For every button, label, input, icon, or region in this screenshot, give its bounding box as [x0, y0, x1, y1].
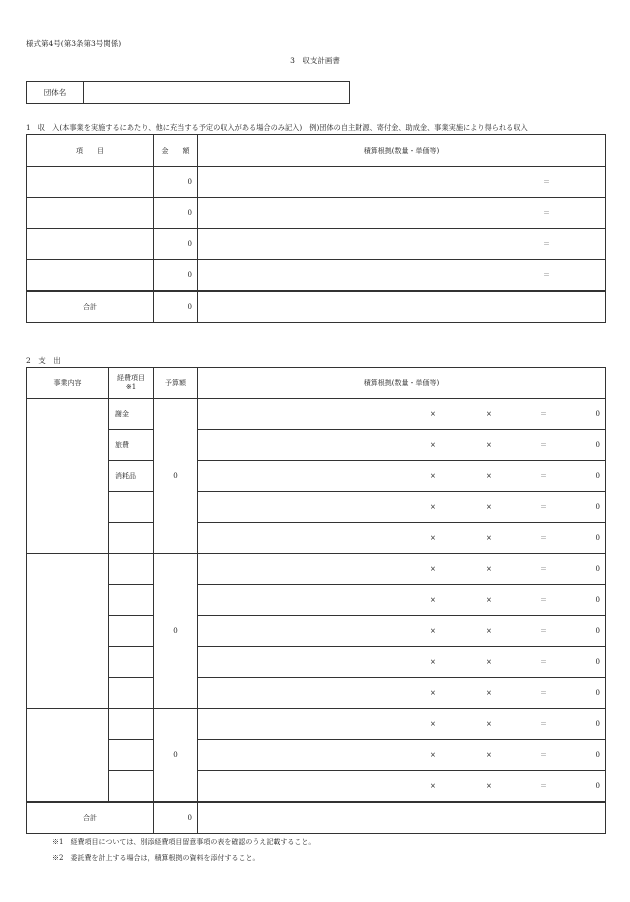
income-total-basis — [198, 291, 606, 323]
times-sign: × — [486, 534, 492, 542]
expense-basis-content — [198, 647, 605, 677]
income-amount-cell[interactable]: 0 — [154, 260, 198, 292]
equals-sign: ＝ — [540, 503, 547, 511]
equals-sign: ＝ — [543, 240, 550, 248]
line-total-value: 0 — [595, 782, 600, 790]
times-sign: × — [486, 410, 492, 418]
expense-row — [27, 461, 606, 492]
expense-basis-cell[interactable] — [198, 523, 606, 554]
equals-sign: ＝ — [543, 209, 550, 217]
times-sign: × — [430, 410, 436, 418]
note-1: ※1 経費項目については、別添経費項目留意事項の表を確認のうえ記載すること。 — [52, 838, 316, 846]
expense-row — [27, 616, 606, 647]
expense-category-cell[interactable] — [109, 554, 154, 585]
expense-basis-cell[interactable] — [198, 461, 606, 492]
expense-category-cell[interactable] — [109, 585, 154, 616]
income-basis-cell[interactable] — [198, 260, 606, 292]
equals-sign: ＝ — [540, 596, 547, 604]
expense-basis-content — [198, 554, 605, 584]
expense-basis-cell[interactable] — [198, 771, 606, 803]
times-sign: × — [430, 689, 436, 697]
page-title: 3 収支計画書 — [290, 56, 340, 65]
expense-row — [27, 771, 606, 803]
income-amount-cell[interactable]: 0 — [154, 229, 198, 260]
expense-basis-content — [198, 523, 605, 553]
line-total-value: 0 — [595, 689, 600, 697]
income-table — [26, 134, 606, 323]
income-basis-cell[interactable] — [198, 198, 606, 229]
income-total-label: 合計 — [27, 291, 154, 323]
expense-content-cell[interactable] — [27, 399, 109, 554]
equals-sign: ＝ — [540, 441, 547, 449]
expense-content-cell[interactable] — [27, 709, 109, 803]
expense-total-label: 合計 — [27, 802, 154, 834]
times-sign: × — [486, 689, 492, 697]
line-total-value: 0 — [595, 596, 600, 604]
income-basis-content — [198, 260, 605, 290]
note-2: ※2 委託費を計上する場合は，積算根拠の資料を添付すること。 — [52, 854, 260, 862]
equals-sign: ＝ — [543, 271, 550, 279]
times-sign: × — [430, 596, 436, 604]
times-sign: × — [430, 720, 436, 728]
expense-category-cell[interactable]: 旅費 — [109, 430, 154, 461]
income-section-heading: 1 収 入(本事業を実施するにあたり、他に充当する予定の収入がある場合のみ記入) 例)団体の自主財源、寄付金、助成金、事業実施により得られる収入 — [26, 123, 528, 132]
expense-category-cell[interactable]: 謝金 — [109, 399, 154, 430]
equals-sign: ＝ — [540, 658, 547, 666]
income-basis-content — [198, 198, 605, 228]
line-total-value: 0 — [595, 503, 600, 511]
expense-basis-cell[interactable] — [198, 430, 606, 461]
expense-category-cell[interactable] — [109, 647, 154, 678]
income-item-cell[interactable] — [27, 260, 154, 292]
income-basis-cell[interactable] — [198, 229, 606, 260]
times-sign: × — [430, 472, 436, 480]
expense-basis-cell[interactable] — [198, 647, 606, 678]
times-sign: × — [486, 565, 492, 573]
income-row — [27, 198, 606, 229]
expense-row — [27, 523, 606, 554]
times-sign: × — [486, 782, 492, 790]
equals-sign: ＝ — [540, 689, 547, 697]
expense-category-cell[interactable] — [109, 523, 154, 554]
expense-basis-cell[interactable] — [198, 740, 606, 771]
equals-sign: ＝ — [540, 534, 547, 542]
organization-name-field[interactable] — [84, 82, 349, 103]
times-sign: × — [486, 503, 492, 511]
expense-budget-cell[interactable]: 0 — [154, 399, 198, 554]
form-number: 様式第4号(第3条第3号関係) — [26, 39, 122, 48]
expense-header-basis: 積算根拠(数量・単価等) — [198, 368, 606, 399]
income-header-item: 項 目 — [27, 135, 154, 167]
income-basis-content — [198, 229, 605, 259]
line-total-value: 0 — [595, 565, 600, 573]
equals-sign: ＝ — [540, 565, 547, 573]
income-total-amount: 0 — [154, 291, 198, 323]
line-total-value: 0 — [595, 720, 600, 728]
times-sign: × — [486, 658, 492, 666]
expense-category-cell[interactable] — [109, 740, 154, 771]
times-sign: × — [486, 751, 492, 759]
times-sign: × — [430, 565, 436, 573]
times-sign: × — [486, 441, 492, 449]
income-header-amount: 金 額 — [154, 135, 198, 167]
expense-category-cell[interactable]: 消耗品 — [109, 461, 154, 492]
expense-basis-cell[interactable] — [198, 678, 606, 709]
expense-basis-cell[interactable] — [198, 554, 606, 585]
income-amount-cell[interactable]: 0 — [154, 167, 198, 198]
times-sign: × — [430, 751, 436, 759]
line-total-value: 0 — [595, 441, 600, 449]
expense-total-row — [27, 802, 606, 834]
equals-sign: ＝ — [540, 472, 547, 480]
times-sign: × — [430, 627, 436, 635]
expense-header-budget: 予算額 — [154, 368, 198, 399]
line-total-value: 0 — [595, 658, 600, 666]
income-row — [27, 260, 606, 292]
income-row — [27, 229, 606, 260]
expense-row — [27, 399, 606, 430]
expense-category-cell[interactable] — [109, 709, 154, 740]
equals-sign: ＝ — [540, 627, 547, 635]
equals-sign: ＝ — [540, 751, 547, 759]
expense-basis-content — [198, 616, 605, 646]
times-sign: × — [430, 441, 436, 449]
income-total-row — [27, 291, 606, 323]
times-sign: × — [430, 782, 436, 790]
expense-basis-content — [198, 399, 605, 429]
times-sign: × — [486, 627, 492, 635]
expense-header-category: 経費項目 ※1 — [109, 368, 154, 399]
times-sign: × — [430, 503, 436, 511]
times-sign: × — [486, 596, 492, 604]
expense-basis-content — [198, 678, 605, 708]
line-total-value: 0 — [595, 751, 600, 759]
equals-sign: ＝ — [540, 782, 547, 790]
line-total-value: 0 — [595, 627, 600, 635]
times-sign: × — [486, 720, 492, 728]
expense-basis-content — [198, 430, 605, 460]
organization-name-label: 団体名 — [27, 82, 84, 103]
expense-category-cell[interactable] — [109, 771, 154, 803]
expense-header-content: 事業内容 — [27, 368, 109, 399]
expense-total-basis — [198, 802, 606, 834]
income-item-cell[interactable] — [27, 198, 154, 229]
income-item-cell[interactable] — [27, 229, 154, 260]
expense-row — [27, 430, 606, 461]
expense-row — [27, 740, 606, 771]
expense-basis-content — [198, 585, 605, 615]
expense-table — [26, 367, 606, 834]
income-amount-cell[interactable]: 0 — [154, 198, 198, 229]
income-item-cell[interactable] — [27, 167, 154, 198]
income-row — [27, 167, 606, 198]
equals-sign: ＝ — [540, 720, 547, 728]
line-total-value: 0 — [595, 472, 600, 480]
expense-row — [27, 492, 606, 523]
expense-row — [27, 678, 606, 709]
expense-row — [27, 647, 606, 678]
expense-budget-cell[interactable]: 0 — [154, 709, 198, 803]
expense-basis-cell[interactable] — [198, 399, 606, 430]
expense-row — [27, 585, 606, 616]
expense-basis-cell[interactable] — [198, 492, 606, 523]
equals-sign: ＝ — [543, 178, 550, 186]
expense-category-cell[interactable] — [109, 678, 154, 709]
times-sign: × — [430, 534, 436, 542]
line-total-value: 0 — [595, 534, 600, 542]
expense-row — [27, 709, 606, 740]
income-basis-cell[interactable] — [198, 167, 606, 198]
expense-basis-content — [198, 740, 605, 770]
equals-sign: ＝ — [540, 410, 547, 418]
income-header-basis: 積算根拠(数量・単価等) — [198, 135, 606, 167]
expense-basis-cell[interactable] — [198, 709, 606, 740]
times-sign: × — [486, 472, 492, 480]
line-total-value: 0 — [595, 410, 600, 418]
expense-basis-content — [198, 709, 605, 739]
organization-name-box — [26, 81, 350, 104]
expense-budget-cell[interactable]: 0 — [154, 554, 198, 709]
expense-basis-content — [198, 461, 605, 491]
expense-basis-cell[interactable] — [198, 585, 606, 616]
expense-content-cell[interactable] — [27, 554, 109, 709]
expense-section-heading: 2 支 出 — [26, 356, 61, 365]
income-basis-content — [198, 167, 605, 197]
expense-basis-content — [198, 492, 605, 522]
expense-category-cell[interactable] — [109, 616, 154, 647]
expense-row — [27, 554, 606, 585]
expense-total-amount: 0 — [154, 802, 198, 834]
expense-basis-content — [198, 771, 605, 801]
times-sign: × — [430, 658, 436, 666]
expense-basis-cell[interactable] — [198, 616, 606, 647]
expense-category-cell[interactable] — [109, 492, 154, 523]
